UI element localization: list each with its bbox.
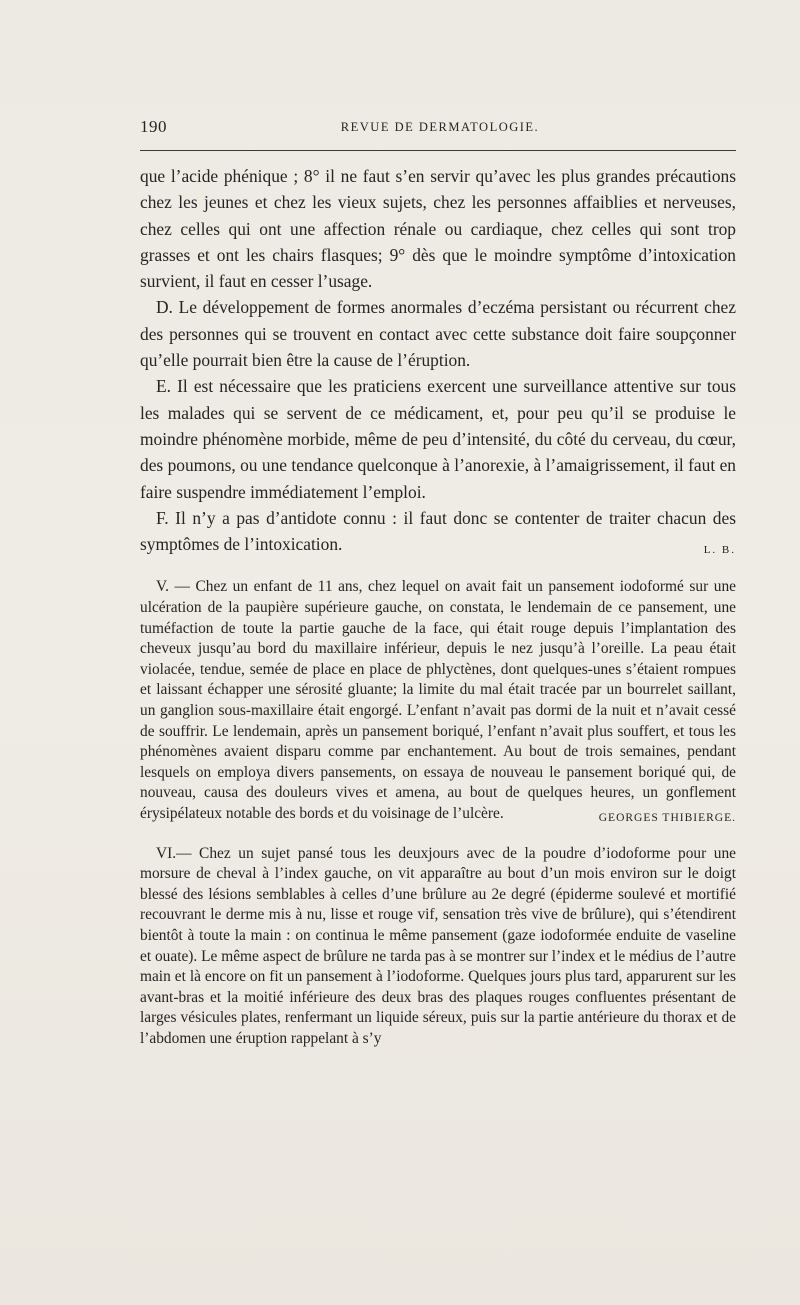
body-text [140, 163, 736, 1069]
case-v-section [140, 577, 736, 824]
signature-lb: L. B. [703, 544, 736, 557]
paragraph-d: D. Le développement de formes anormales d’eczéma persistant ou récurrent chez des personnes qui se trouvent en contact avec cette substance doit faire soupçonner qu’elle pourrait bien être la cause de l’éruption. [140, 297, 736, 371]
paragraph-f-text: F. Il n’y a pas d’antidote connu : il faut donc se contenter de traiter chacun des symptômes de l’intoxication. [140, 507, 736, 555]
header-rule [140, 150, 736, 151]
page-header [140, 117, 740, 141]
case-v-text: V. — Chez un enfant de 11 ans, chez lequel on avait fait un pansement iodoformé sur une ulcération de la paupière supérieure gauche, on constata, le lendemain de ce pansement, une tuméfaction de toute la partie gauche de la face, qui était rouge depuis l’implantation des cheveux jusqu’au bord du maxillaire inférieur, depuis le nez jusqu’à l’oreille. La peau était violacée, tendue, semée de place en place de phlyctènes, dont quelques-unes s’étaient rompues et laissant échapper une sérosité gluante; la limite du mal était tracée par un bourrelet saillant, un ganglion sous-maxillaire était engorgé. L’enfant n’avait pas dormi de la nuit et n’avait cessé de souffrir. Le lendemain, après un pansement boriqué, l’enfant n’avait plus souffert, et tous les phénomènes avaient disparu comme par enchantement. Au bout de trois semaines, pendant lesquels on employa divers pansements, on essaya de nouveau le pansement boriqué qui, de nouveau, causa des douleurs vives et amena, au bout de quelques heures, un gonflement érysipélateux notable des bords et du voisinage de l’ulcère. [140, 578, 736, 822]
case-vi-section [140, 844, 736, 1050]
conclusions-section [140, 163, 736, 557]
case-v-paragraph [140, 577, 736, 824]
signature-thibierge: GEORGES THIBIERGE. [598, 811, 736, 824]
running-title: REVUE DE DERMATOLOGIE. [340, 120, 540, 134]
paragraph-f [140, 505, 736, 558]
paragraph-e: E. Il est nécessaire que les praticiens exercent une surveillance attentive sur tous les malades qui se servent de ce médicament, et, pour peu qu’il se produise le moindre phénomène morbide, même de peu d’intensité, du côté du cerveau, du cœur, des poumons, ou une tendance quelconque à l’anorexie, à l’amaigrissement, il faut en faire suspendre immédiatement l’emploi. [140, 376, 736, 502]
page-number: 190 [140, 117, 167, 136]
paragraph-continuation: que l’acide phénique ; 8° il ne faut s’en servir qu’avec les plus grandes précautions chez les jeunes et chez les vieux sujets, chez les personnes affaiblies et nerveuses, chez celles qui ont une affection rénale ou cardiaque, chez celles qui sont trop grasses et ont les chairs flasques; 9° dès que le moindre symptôme d’intoxication survient, il faut en cesser l’usage. [140, 166, 736, 292]
case-vi-paragraph: VI.— Chez un sujet pansé tous les deuxjours avec de la poudre d’iodoforme pour une morsure de cheval à l’index gauche, on vit apparaître au bout d’un mois environ sur le doigt blessé des lésions semblables à celles d’une brûlure au 2e degré (épiderme soulevé et mortifié recouvrant le derme mis à nu, lisse et rouge vif, sensation très vive de brûlure), qui s’étendirent bientôt à toute la main : on continua le même pansement (gaze iodoformée enduite de vaseline et ouate). Le même aspect de brûlure ne tarda pas à se montrer sur l’index et le médius de l’autre main et là encore on fit un pansement à l’iodoforme. Quelques jours plus tard, apparurent sur les avant-bras et la moitié inférieure des deux bras des plaques rouges confluentes présentant de larges vésicules plates, renfermant un liquide séreux, puis sur la partie antérieure du thorax et de l’abdomen une éruption rappelant à s’y [140, 844, 736, 1047]
